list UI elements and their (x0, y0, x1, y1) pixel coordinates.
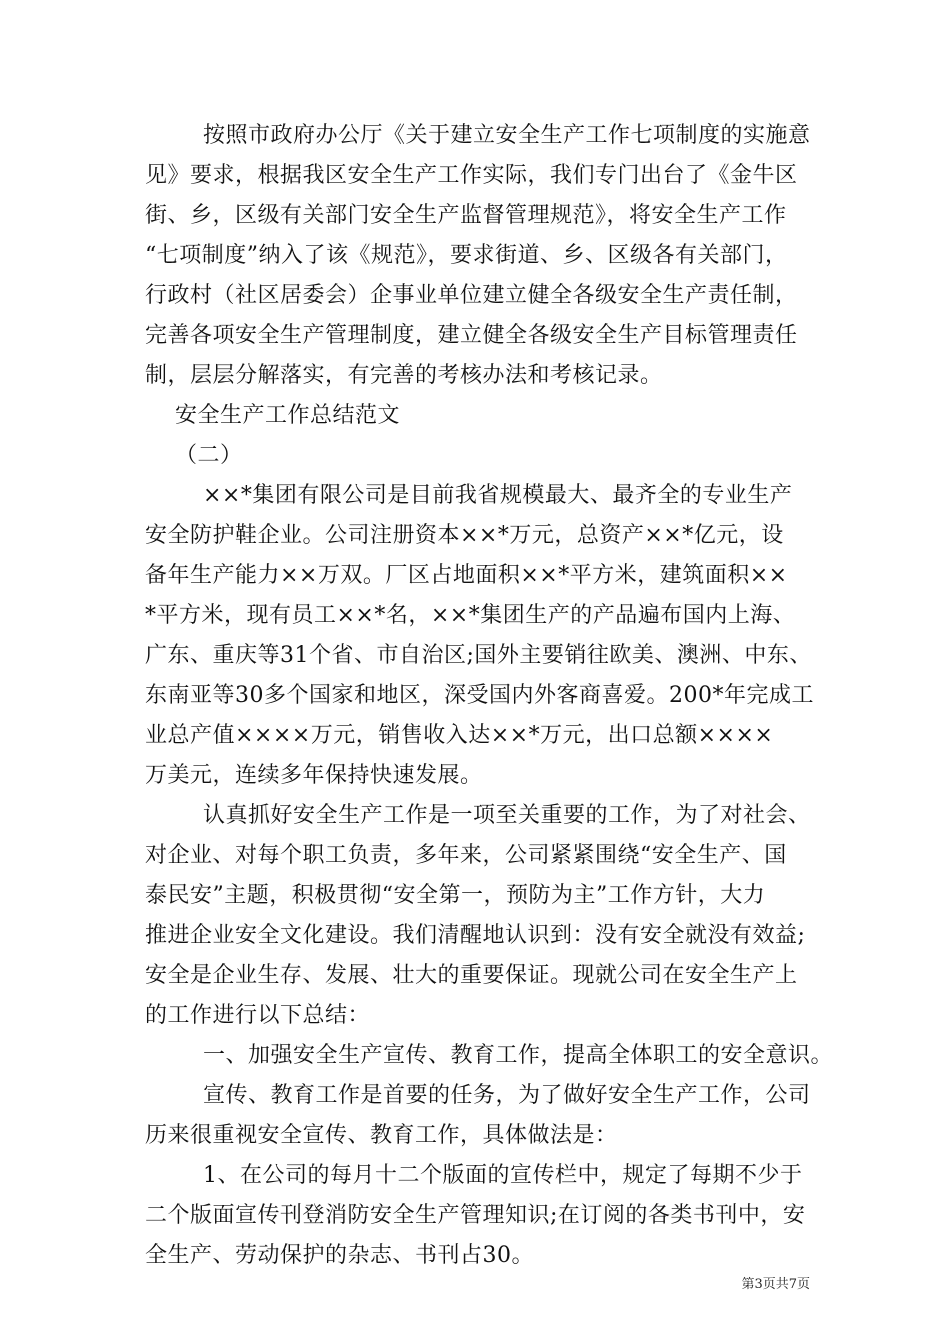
section-subtitle: （二） (175, 443, 243, 468)
text-line: 认真抓好安全生产工作是一项至关重要的工作，为了对社会、 (203, 803, 811, 828)
text-line: 见》要求，根据我区安全生产工作实际，我们专门出台了《金牛区 (145, 163, 798, 188)
text-line: 安全是企业生存、发展、壮大的重要保证。现就公司在安全生产上 (145, 963, 798, 988)
text-line: 二个版面宣传刊登消防安全生产管理知识;在订阅的各类书刊中，安 (145, 1203, 806, 1228)
text-line: 全生产、劳动保护的杂志、书刊占30。 (145, 1243, 534, 1268)
text-line: 按照市政府办公厅《关于建立安全生产工作七项制度的实施意 (203, 123, 811, 148)
text-line: 安全防护鞋企业。公司注册资本××*万元，总资产××*亿元，设 (145, 523, 784, 548)
text-line: 对企业、对每个职工负责，多年来，公司紧紧围绕“安全生产、国 (145, 843, 787, 868)
text-line: 的工作进行以下总结： (145, 1003, 371, 1028)
text-line: 街、乡，区级有关部门安全生产监督管理规范》，将安全生产工作 (145, 203, 787, 228)
text-line: 备年生产能力××万双。厂区占地面积××*平方米，建筑面积×× (145, 563, 788, 588)
paragraph-implementation (145, 116, 835, 396)
text-line: 宣传、教育工作是首要的任务，为了做好安全生产工作，公司 (203, 1083, 811, 1108)
document-body (145, 116, 835, 1276)
text-line: 1、在公司的每月十二个版面的宣传栏中，规定了每期不少于 (203, 1163, 803, 1188)
text-line: 东南亚等30多个国家和地区，深受国内外客商喜爱。200*年完成工 (145, 683, 814, 708)
text-line: 业总产值××××万元，销售收入达××*万元，出口总额×××× (145, 723, 774, 748)
paragraph-safety-importance (145, 796, 835, 1036)
text-line: *平方米，现有员工××*名，××*集团生产的产品遍布国内上海、 (145, 603, 796, 628)
section-title: 安全生产工作总结范文 (175, 403, 401, 428)
text-line: 制，层层分解落实，有完善的考核办法和考核记录。 (145, 363, 663, 388)
text-line: 完善各项安全生产管理制度，建立健全各级安全生产目标管理责任 (145, 323, 798, 348)
text-line: 历来很重视安全宣传、教育工作，具体做法是： (145, 1123, 618, 1148)
page-number: 第3页共7页 (741, 1277, 810, 1292)
text-line: 万美元，连续多年保持快速发展。 (145, 763, 483, 788)
text-line: 广东、重庆等31个省、市自治区;国外主要销往欧美、澳洲、中东、 (145, 643, 812, 668)
text-line: 一、加强安全生产宣传、教育工作，提高全体职工的安全意识。 (203, 1043, 834, 1068)
paragraph-education (145, 1076, 835, 1156)
text-line: ××*集团有限公司是目前我省规模最大、最齐全的专业生产 (203, 483, 793, 508)
text-line: 推进企业安全文化建设。我们清醒地认识到：没有安全就没有效益; (145, 923, 806, 948)
text-line: “七项制度”纳入了该《规范》，要求街道、乡、区级各有关部门， (145, 243, 788, 268)
paragraph-company-profile (145, 476, 835, 796)
text-line: 行政村（社区居委会）企事业单位建立健全各级安全生产责任制， (145, 283, 798, 308)
text-line: 泰民安”主题，积极贯彻“安全第一，预防为主”工作方针，大力 (145, 883, 766, 908)
paragraph-bulletin-board (145, 1156, 835, 1276)
paragraph-section-one-heading (145, 1036, 835, 1076)
